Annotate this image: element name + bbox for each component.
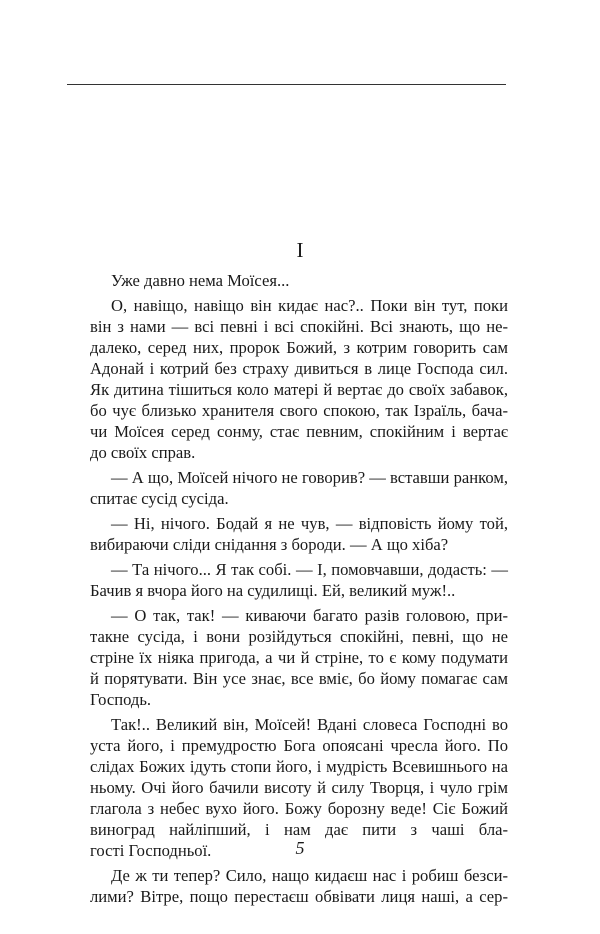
top-rule xyxy=(67,84,506,85)
body-text xyxy=(90,270,508,907)
page-number: 5 xyxy=(295,838,305,858)
text-line: такне сусіда, і вони розійдуться спокійні, певні, що не xyxy=(90,627,508,646)
text-line: ньому. Очі його бачили висоту й силу Творця, і чуло грім xyxy=(90,778,508,797)
text-line: Так!.. Великий він, Моїсей! Вдані словеса Господні во xyxy=(111,715,508,734)
text-line: — О так, так! — киваючи багато разів головою, при- xyxy=(111,606,508,625)
text-line: чи Моїсея серед сонму, стає певним, спокійним і вертає xyxy=(90,422,508,441)
text-line: — А що, Моїсей нічого не говорив? — вставши ранком, xyxy=(111,468,508,487)
text-line: лими? Вітре, пощо перестаєш обвівати лиця наші, а сер- xyxy=(90,887,508,906)
text-line: Де ж ти тепер? Сило, нащо кидаєш нас і робиш безси- xyxy=(111,866,508,885)
text-line: вибираючи сліди снідання з бороди. — А що хіба? xyxy=(90,535,449,554)
text-line: Господь. xyxy=(90,690,152,709)
text-line: бо чує близько хранителя свого спокою, так Ізраїль, бача- xyxy=(90,401,508,420)
text-line: уста його, і премудростю Бога опоясані чресла його. По xyxy=(90,736,508,755)
text-line: гості Господньої. xyxy=(90,841,212,860)
text-line: О, навіщо, навіщо він кидає нас?.. Поки він тут, поки xyxy=(111,296,508,315)
text-line: глагола з небес вухо його. Божу борозну веде! Сіє Божий xyxy=(90,799,508,818)
text-line: Уже давно нема Моїсея... xyxy=(111,271,290,290)
text-line: спитає сусід сусіда. xyxy=(90,489,229,508)
text-line: далеко, серед них, пророк Божий, з котрим говорить сам xyxy=(90,338,508,357)
text-line: слідах Божих ідуть стопи його, і мудрість Всевишнього на xyxy=(90,757,508,776)
text-line: й порятувати. Він усе знає, все вміє, бо йому помагає сам xyxy=(90,669,508,688)
text-line: — Ні, нічого. Бодай я не чув, — відповість йому той, xyxy=(111,514,508,533)
text-line: — Та нічого... Я так собі. — І, помовчавши, додасть: — xyxy=(111,560,508,579)
text-line: виноград найліпший, і нам дає пити з чаші бла- xyxy=(90,820,508,839)
text-line: до своїх справ. xyxy=(90,443,196,462)
chapter-heading: I xyxy=(296,238,304,262)
text-line: Бачив я вчора його на судилищі. Ей, великий муж!.. xyxy=(90,581,456,600)
text-line: стріне їх ніяка пригода, а чи й стріне, то є кому подумати xyxy=(90,648,508,667)
text-line: Адонай і котрий без страху дивиться в лице Господа сил. xyxy=(90,359,508,378)
text-line: Як дитина тішиться коло матері й вертає до своїх забавок, xyxy=(90,380,508,399)
text-line: він з нами — всі певні і всі спокійні. Всі знають, що не- xyxy=(90,317,508,336)
